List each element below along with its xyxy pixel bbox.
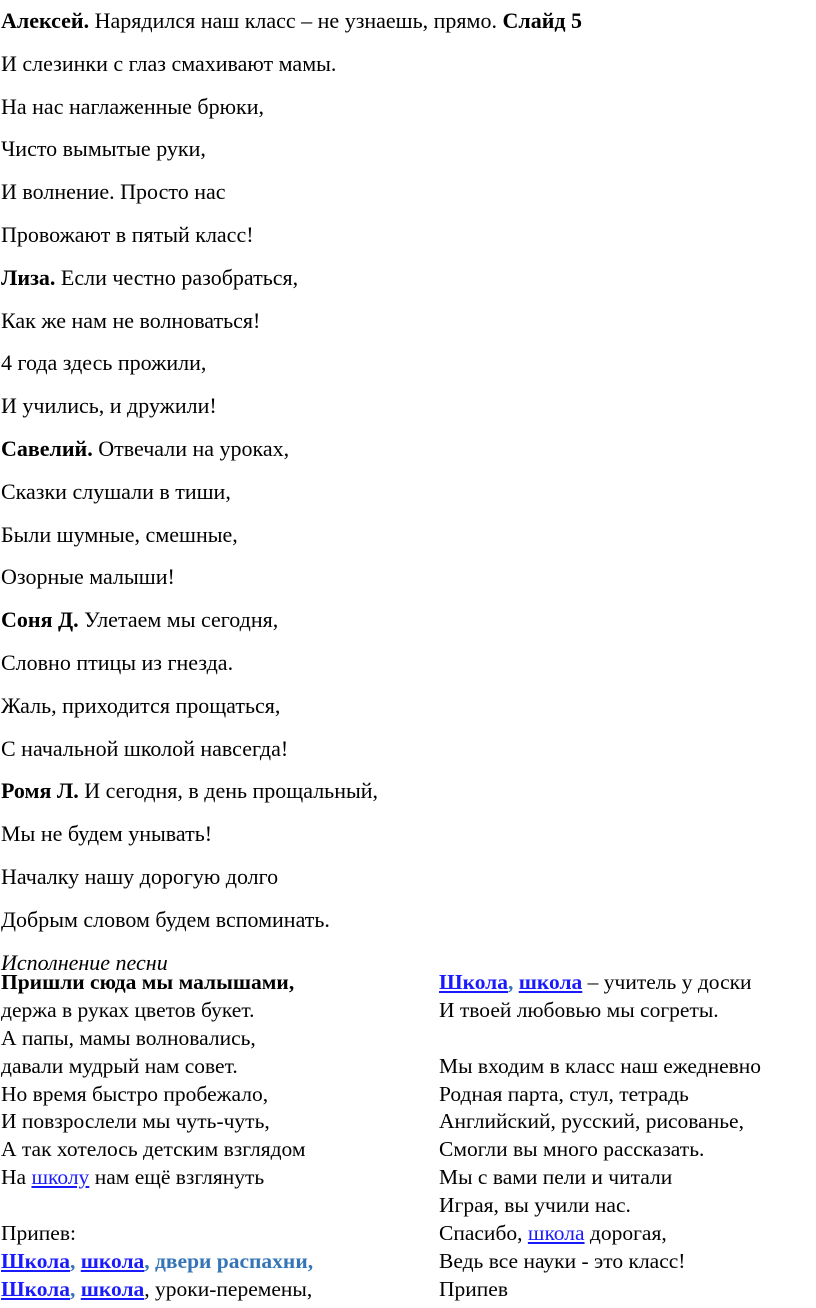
verse-line: Озорные малыши! [1, 564, 175, 590]
song-left-column [1, 969, 421, 1304]
song-heading: Исполнение песни [1, 949, 168, 975]
lyric-line: И повзрослели мы чуть-чуть, [1, 1109, 270, 1134]
chorus-line: Школа, школа, двери распахни, [1, 1248, 314, 1273]
verse-line: Жаль, приходится прощаться, [1, 692, 281, 718]
verse-line: Соня Д. Улетаем мы сегодня, [1, 607, 279, 633]
speaker-name: Соня Д. [1, 607, 79, 633]
verse-line: Были шумные, смешные, [1, 521, 238, 547]
speaker-name: Лиза. [1, 264, 56, 290]
lyric-line: Смогли вы много рассказать. [439, 1137, 705, 1162]
verse-line: Началку нашу дорогую долго [1, 863, 279, 889]
school-link[interactable]: школа [80, 1276, 145, 1301]
verse-line: И учились, и дружили! [1, 393, 217, 419]
lyric-line: И твоей любовью мы согреты. [439, 997, 719, 1022]
blank-line [1, 1192, 421, 1220]
verse-line: Добрым словом будем вспоминать. [1, 906, 330, 932]
school-link[interactable]: Школа [1, 1248, 70, 1273]
verse-line: Провожают в пятый класс! [1, 221, 254, 247]
lyric-line: Но время быстро пробежало, [1, 1081, 269, 1106]
verse-line: На нас наглаженные брюки, [1, 93, 265, 119]
school-link[interactable]: школа [518, 970, 583, 994]
school-link[interactable]: школа [527, 1221, 585, 1246]
lyric-line: Играя, вы учили нас. [439, 1193, 631, 1218]
verse-line: 4 года здесь прожили, [1, 350, 207, 376]
lyric-line: Английский, русский, рисованье, [439, 1109, 744, 1134]
chorus-line: Школа, школа, уроки-перемены, [1, 1276, 313, 1301]
lyric-line: давали мудрый нам совет. [1, 1053, 238, 1078]
verse-line: Савелий. Отвечали на уроках, [1, 435, 290, 461]
verse-line: Как же нам не волноваться! [1, 307, 261, 333]
lyric-line: Пришли сюда мы малышами, [1, 970, 295, 994]
verse-line: Мы не будем унывать! [1, 821, 213, 847]
speaker-name: Савелий. [1, 435, 93, 461]
verse-line: Ромя Л. И сегодня, в день прощальный, [1, 778, 379, 804]
lyric-line: А папы, мамы волновались, [1, 1025, 256, 1050]
lyric-line: А так хотелось детским взглядом [1, 1137, 306, 1162]
lyric-line: На школу нам ещё взглянуть [1, 1165, 265, 1190]
lyric-line: Школа, школа – учитель у доски [439, 970, 752, 994]
chorus-label: Припев: [1, 1221, 76, 1246]
speaker-name: Алексей. [1, 8, 90, 33]
verse-line: Чисто вымытые руки, [1, 136, 206, 162]
lyric-line: Родная парта, стул, тетрадь [439, 1081, 689, 1106]
verse-line: И слезинки с глаз смахивают мамы. [1, 50, 337, 76]
poem-text [1, 0, 811, 984]
slide-label: Слайд 5 [502, 8, 583, 33]
lyric-line: держа в руках цветов букет. [1, 997, 255, 1022]
verse-line: Словно птицы из гнезда. [1, 649, 234, 675]
verse-line: И волнение. Просто нас [1, 179, 226, 205]
lyric-line: Мы входим в класс наш ежедневно [439, 1053, 762, 1078]
school-link[interactable]: школа [80, 1248, 145, 1273]
blank-line [439, 1025, 816, 1053]
verse-line: Лиза. Если честно разобраться, [1, 264, 299, 290]
verse-line: С начальной школой навсегда! [1, 735, 289, 761]
school-link[interactable]: Школа [439, 970, 508, 994]
lyric-line: Мы с вами пели и читали [439, 1165, 673, 1190]
lyric-line: Спасибо, школа дорогая, [439, 1221, 667, 1246]
song-right-column [439, 969, 816, 1304]
school-link[interactable]: школу [31, 1165, 90, 1190]
chorus-label: Припев [439, 1276, 508, 1301]
school-link[interactable]: Школа [1, 1276, 70, 1301]
verse-line: Сказки слушали в тиши, [1, 478, 231, 504]
verse-line: Алексей. Нарядился наш класс – не узнаешь, прямо. Слайд 5 [1, 8, 583, 33]
lyric-line: Ведь все науки - это класс! [439, 1248, 686, 1273]
speaker-name: Ромя Л. [1, 778, 79, 804]
